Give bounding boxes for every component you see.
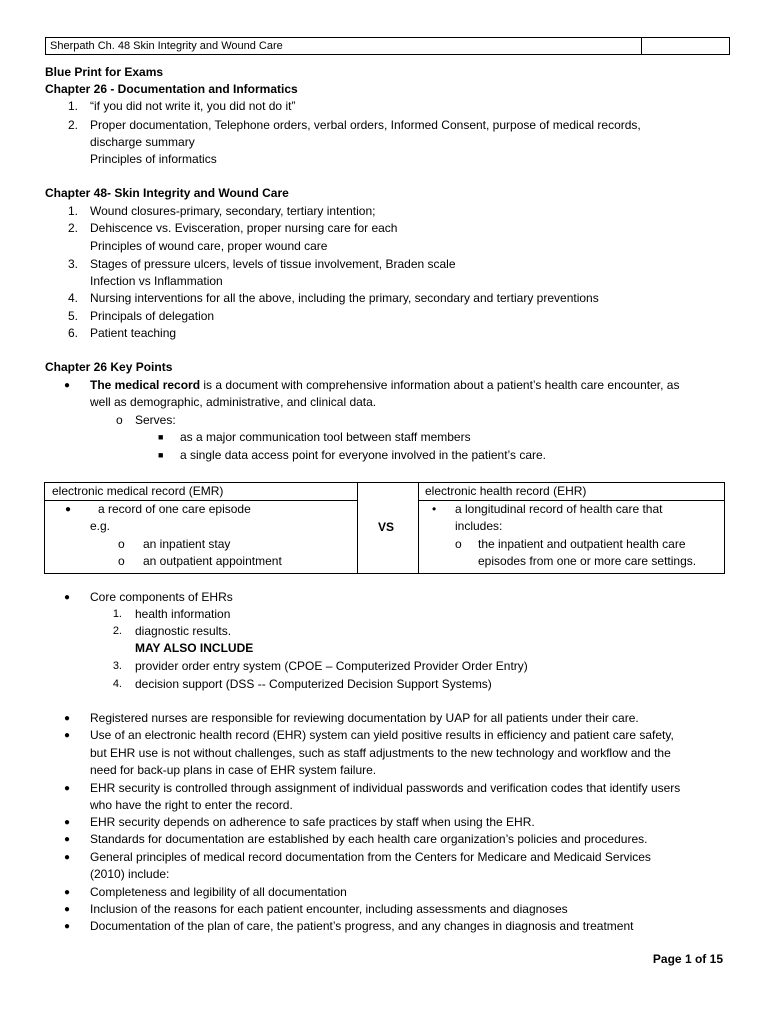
bullet-icon: ● — [64, 887, 71, 898]
square-bullet-icon: ■ — [158, 432, 164, 442]
keypoints-heading: Chapter 26 Key Points — [45, 360, 173, 374]
list-item: Wound closures-primary, secondary, tertiary intention; — [90, 204, 376, 218]
blueprint-title: Blue Print for Exams — [45, 65, 164, 79]
medical-record-bold: The medical record — [90, 378, 201, 392]
medical-record-line2: well as demographic, administrative, and clinical data. — [90, 395, 377, 409]
list-item: Stages of pressure ulcers, levels of tissue involvement, Braden scale — [90, 257, 456, 271]
page-number — [653, 952, 723, 966]
core-item: decision support (DSS -- Computerized Decision Support Systems) — [135, 677, 492, 691]
vs-label: VS — [378, 520, 395, 534]
page-of: of — [694, 952, 707, 966]
ch26-heading: Chapter 26 - Documentation and Informatics — [45, 82, 298, 96]
list-number: 6. — [67, 326, 78, 340]
keypoint-text: (2010) include: — [90, 867, 170, 881]
ehr-header: electronic health record (EHR) — [425, 484, 587, 498]
list-item-continuation: Principles of informatics — [90, 152, 217, 166]
list-number: 2. — [67, 221, 78, 235]
emr-sub-item: an outpatient appointment — [143, 554, 282, 568]
bullet-icon: ● — [64, 904, 71, 915]
ehr-sub-item: episodes from one or more care settings. — [478, 554, 697, 568]
circle-bullet-icon: o — [118, 537, 125, 551]
square-bullet-icon: ■ — [158, 450, 164, 460]
ehr-bullet-text: includes: — [455, 519, 503, 533]
serves-item: a single data access point for everyone involved in the patient’s care. — [180, 448, 546, 462]
emr-eg: e.g. — [90, 519, 111, 533]
list-number: 1. — [67, 99, 78, 113]
medical-record-line1 — [90, 377, 679, 394]
core-item: provider order entry system (CPOE – Computerized Provider Order Entry) — [135, 659, 528, 673]
page-label: Page — [652, 952, 682, 966]
circle-bullet-icon: o — [455, 537, 462, 551]
list-item-continuation: discharge summary — [90, 135, 195, 149]
keypoint-text: but EHR use is not without challenges, such as staff adjustments to the new technology and workflow and the — [90, 746, 671, 760]
list-item-continuation: Principles of wound care, proper wound care — [90, 239, 328, 253]
keypoint-text: who have the right to enter the record. — [90, 798, 293, 812]
keypoint-text: General principles of medical record documentation from the Centers for Medicare and Medicaid Services — [90, 850, 651, 864]
list-number: 1. — [112, 608, 122, 620]
list-number: 2. — [112, 625, 122, 637]
keypoint-text: Use of an electronic health record (EHR) system can yield positive results in efficiency and patient care safety, — [90, 728, 674, 742]
bullet-icon: ● — [64, 592, 71, 603]
emr-ehr-table — [44, 482, 725, 574]
bullet-icon: ● — [64, 730, 71, 741]
keypoint-text: Documentation of the plan of care, the patient’s progress, and any changes in diagnosis and treatment — [90, 919, 634, 933]
header-table — [45, 37, 730, 55]
list-number: 4. — [67, 291, 78, 305]
list-item: Dehiscence vs. Evisceration, proper nursing care for each — [90, 221, 398, 235]
circle-bullet-icon: o — [118, 554, 125, 568]
ehr-sub-item: the inpatient and outpatient health care — [478, 537, 686, 551]
table-divider — [418, 483, 419, 573]
list-number: 1. — [67, 204, 78, 218]
ch48-heading: Chapter 48- Skin Integrity and Wound Care — [45, 186, 289, 200]
core-item: diagnostic results. — [135, 624, 232, 638]
page-total: 15 — [709, 952, 723, 966]
ehr-bullet-text: a longitudinal record of health care that — [455, 502, 663, 516]
keypoint-text: Inclusion of the reasons for each patient encounter, including assessments and diagnoses — [90, 902, 568, 916]
keypoint-text: need for back-up plans in case of EHR system failure. — [90, 763, 377, 777]
bullet-icon: • — [432, 502, 437, 516]
bullet-icon: ● — [64, 783, 71, 794]
keypoint-text: Completeness and legibility of all documentation — [90, 885, 347, 899]
list-number: 5. — [67, 309, 78, 323]
core-item: health information — [135, 607, 231, 621]
table-divider — [357, 483, 358, 573]
bullet-icon: ● — [64, 852, 71, 863]
emr-sub-item: an inpatient stay — [143, 537, 231, 551]
bullet-icon: ● — [64, 817, 71, 828]
bullet-icon: ● — [64, 921, 71, 932]
list-number: 3. — [67, 257, 78, 271]
header-title: Sherpath Ch. 48 Skin Integrity and Wound Care — [46, 38, 642, 54]
bullet-icon: ● — [64, 713, 71, 724]
list-number: 3. — [112, 660, 122, 672]
bullet-icon: ● — [64, 834, 71, 845]
may-also-include: MAY ALSO INCLUDE — [135, 641, 254, 655]
serves-item: as a major communication tool between staff members — [180, 430, 471, 444]
list-item: Patient teaching — [90, 326, 177, 340]
keypoint-text: EHR security is controlled through assignment of individual passwords and verification codes that identify users — [90, 781, 681, 795]
list-item: Proper documentation, Telephone orders, verbal orders, Informed Consent, purpose of medical records, — [90, 118, 641, 132]
list-item: “if you did not write it, you did not do it” — [90, 99, 296, 113]
emr-header: electronic medical record (EMR) — [52, 484, 224, 498]
keypoint-text: Standards for documentation are established by each health care organization’s policies and procedures. — [90, 832, 648, 846]
header-empty-cell — [642, 38, 729, 54]
serves-label: Serves: — [135, 413, 176, 427]
page-current: 1 — [684, 952, 692, 966]
medical-record-text: is a document with comprehensive information about a patient’s health care encounter, as — [200, 378, 680, 392]
keypoint-text: Registered nurses are responsible for reviewing documentation by UAP for all patients under their care. — [90, 711, 639, 725]
list-number: 4. — [112, 678, 122, 690]
list-item: Nursing interventions for all the above, including the primary, secondary and tertiary preventions — [90, 291, 599, 305]
emr-bullet-text: a record of one care episode — [98, 502, 251, 516]
core-title: Core components of EHRs — [90, 590, 233, 604]
bullet-icon: ● — [65, 504, 72, 515]
bullet-icon: ● — [64, 380, 71, 391]
circle-bullet-icon: o — [116, 413, 123, 427]
list-number: 2. — [67, 118, 78, 132]
list-item-continuation: Infection vs Inflammation — [90, 274, 223, 288]
keypoint-text: EHR security depends on adherence to safe practices by staff when using the EHR. — [90, 815, 535, 829]
list-item: Principals of delegation — [90, 309, 215, 323]
